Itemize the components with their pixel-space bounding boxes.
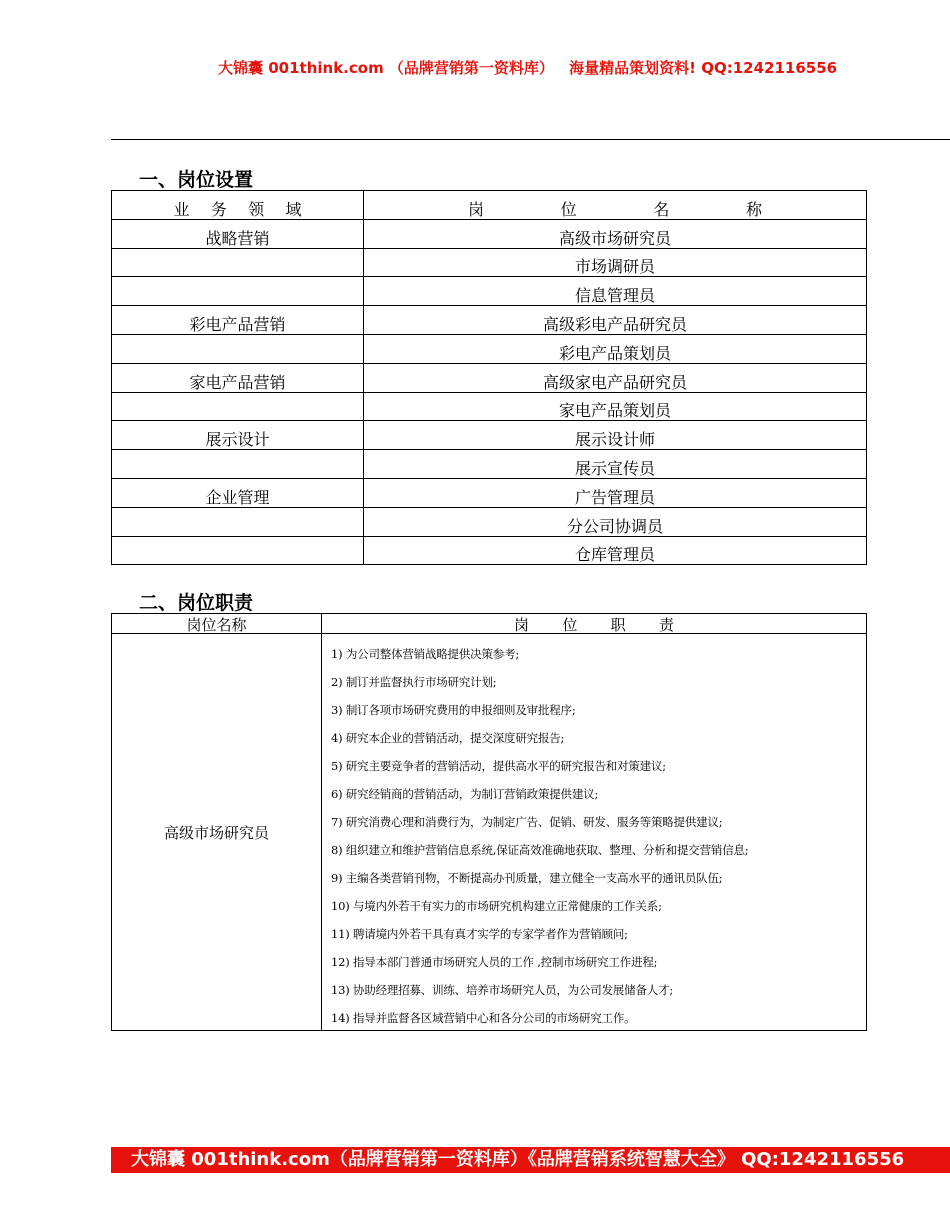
- header-duty-char: 职: [610, 616, 626, 634]
- duty-item: 5) 研究主要竞争者的营销活动，提供高水平的研究报告和对策建议;: [331, 759, 666, 773]
- table-row: [112, 334, 867, 363]
- duty-item: 6) 研究经销商的营销活动，为制订营销政策提供建议;: [331, 787, 599, 801]
- table-row: [112, 392, 867, 421]
- post-cell: 信息管理员: [364, 277, 867, 306]
- duty-item: 1) 为公司整体营销战略提供决策参考;: [331, 647, 520, 661]
- post-cell: 彩电产品策划员: [364, 334, 867, 363]
- area-cell: 家电产品营销: [112, 363, 364, 392]
- header-duty-char: 岗: [514, 616, 530, 634]
- area-cell: 企业管理: [112, 478, 364, 507]
- header-post-char: 位: [560, 199, 577, 219]
- post-cell: 展示设计师: [364, 421, 867, 450]
- post-cell: 分公司协调员: [364, 507, 867, 536]
- table-row: [112, 450, 867, 479]
- header-duties: [322, 614, 867, 634]
- duties-list: [322, 634, 867, 1031]
- table-row: [112, 363, 867, 392]
- area-cell: [112, 450, 364, 479]
- post-cell: 展示宣传员: [364, 450, 867, 479]
- header-area-char: 域: [285, 199, 302, 219]
- duty-item: 13) 协助经理招募、训练、培养市场研究人员，为公司发展储备人才;: [331, 983, 674, 997]
- area-cell: [112, 392, 364, 421]
- duty-item: 12) 指导本部门普通市场研究人员的工作 ,控制市场研究工作进程;: [331, 955, 658, 969]
- header-duty-char: 位: [562, 616, 578, 634]
- header-rule: [111, 139, 950, 140]
- area-cell: [112, 277, 364, 306]
- area-cell: [112, 507, 364, 536]
- duty-item: 3) 制订各项市场研究费用的申报细则及审批程序;: [331, 703, 576, 717]
- duty-item: 11) 聘请境内外若干具有真才实学的专家学者作为营销顾问;: [331, 927, 628, 941]
- footer-banner: 大锦囊 001think.com（品牌营销第一资料库）《品牌营销系统智慧大全》 QQ:1242116556: [111, 1147, 950, 1173]
- table-row: [112, 421, 867, 450]
- table-row: [112, 536, 867, 565]
- duties-table: [111, 613, 867, 1031]
- table-row: [112, 219, 867, 248]
- header-post-char: 称: [745, 199, 762, 219]
- duty-item: 4) 研究本企业的营销活动，提交深度研究报告;: [331, 731, 565, 745]
- header-post-char: 名: [653, 199, 670, 219]
- post-name-cell: 高级市场研究员: [112, 634, 322, 1031]
- header-duty-char: 责: [658, 616, 674, 634]
- post-cell: 市场调研员: [364, 248, 867, 277]
- area-cell: [112, 248, 364, 277]
- duty-item: 8) 组织建立和维护营销信息系统,保证高效准确地获取、整理、分析和提交营销信息;: [331, 843, 749, 857]
- table-row: [112, 478, 867, 507]
- header-banner: [218, 57, 918, 78]
- duties-row: [112, 634, 867, 1031]
- duty-item: 9) 主编各类营销刊物，不断提高办刊质量，建立健全一支高水平的通讯员队伍;: [331, 871, 723, 885]
- area-cell: [112, 334, 364, 363]
- duty-item: 7) 研究消费心理和消费行为，为制定广告、促销、研发、服务等策略提供建议;: [331, 815, 723, 829]
- post-cell: 仓库管理员: [364, 536, 867, 565]
- post-cell: 家电产品策划员: [364, 392, 867, 421]
- area-cell: 彩电产品营销: [112, 306, 364, 335]
- header-post: [364, 191, 867, 220]
- post-cell: 高级家电产品研究员: [364, 363, 867, 392]
- header-area-char: 务: [210, 199, 227, 219]
- duty-item: 2) 制订并监督执行市场研究计划;: [331, 675, 497, 689]
- header-area: [112, 191, 364, 220]
- table-row: [112, 248, 867, 277]
- post-cell: 广告管理员: [364, 478, 867, 507]
- area-cell: [112, 536, 364, 565]
- header-post-name: 岗位名称: [112, 614, 322, 634]
- table-row: [112, 277, 867, 306]
- header-post-char: 岗: [468, 199, 485, 219]
- section-title-duties: 二、岗位职责: [139, 592, 254, 614]
- section-title-positions: 一、岗位设置: [139, 169, 254, 191]
- area-cell: 战略营销: [112, 219, 364, 248]
- positions-table: [111, 190, 867, 565]
- area-cell: 展示设计: [112, 421, 364, 450]
- duty-item: 10) 与境内外若干有实力的市场研究机构建立正常健康的工作关系;: [331, 899, 662, 913]
- duty-item: 14) 指导并监督各区域营销中心和各分公司的市场研究工作。: [331, 1011, 636, 1025]
- header-slogan: 海量精品策划资料! QQ:1242116556: [569, 59, 838, 77]
- table-row: [112, 306, 867, 335]
- table-row: [112, 507, 867, 536]
- header-brand: 大锦囊 001think.com （品牌营销第一资料库）: [218, 59, 554, 77]
- post-cell: 高级彩电产品研究员: [364, 306, 867, 335]
- duties-header-row: [112, 614, 867, 634]
- post-cell: 高级市场研究员: [364, 219, 867, 248]
- positions-header-row: [112, 191, 867, 220]
- header-area-char: 领: [248, 199, 265, 219]
- header-area-char: 业: [173, 199, 190, 219]
